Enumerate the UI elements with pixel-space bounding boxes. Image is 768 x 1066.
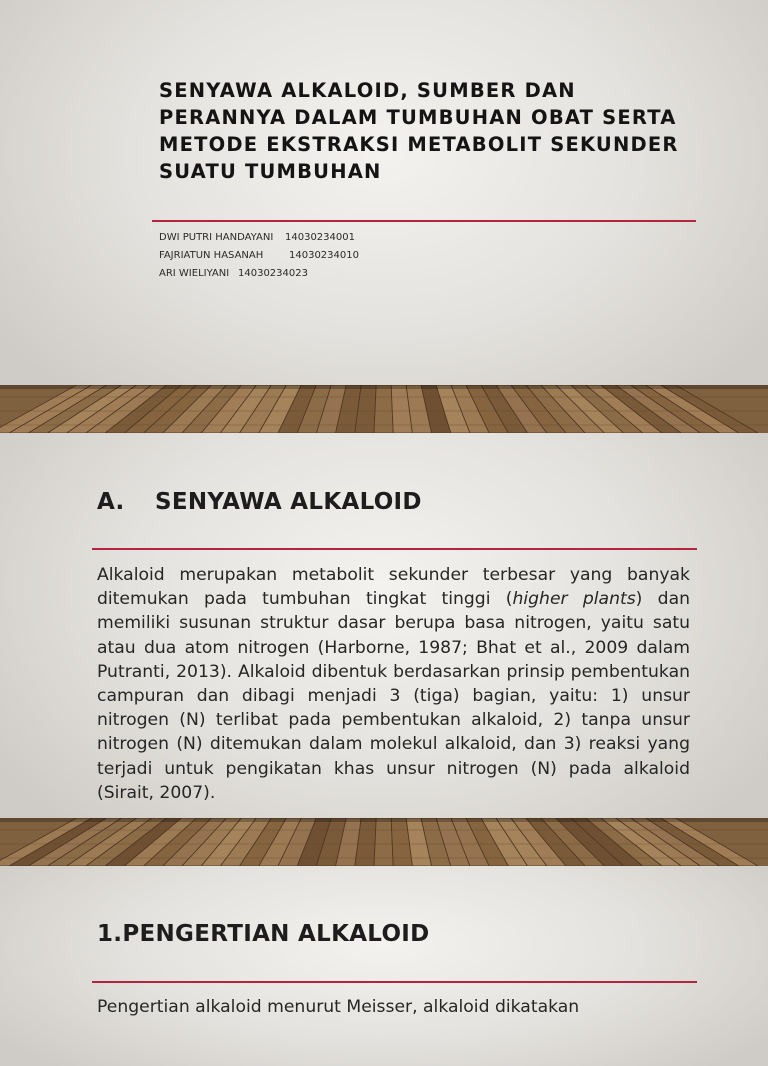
content-slide-definition [0, 866, 768, 1066]
section-heading: 1.PENGERTIAN ALKALOID [97, 921, 430, 947]
presentation-title: SENYAWA ALKALOID, SUMBER DAN PERANNYA DALAM TUMBUHAN OBAT SERTA METODE EKSTRAKSI METABOLIT SEKUNDER SUATU TUMBUHAN [159, 79, 679, 183]
author-name: FAJRIATUN HASANAH [159, 250, 264, 261]
body-paragraph: Pengertian alkaloid menurut Meisser, alkaloid dikatakan [97, 997, 580, 1017]
floor-plank [374, 818, 393, 866]
author-id: 14030234010 [289, 250, 359, 261]
author-row [159, 247, 359, 265]
floor-shadow [0, 818, 768, 822]
section-heading [97, 489, 422, 515]
heading-divider [92, 981, 697, 983]
heading-divider [92, 548, 697, 550]
wood-floor-graphic [0, 818, 768, 866]
body-paragraph [97, 563, 690, 805]
floor-shadow [0, 385, 768, 389]
section-number: A. [97, 489, 125, 515]
wood-floor-divider [0, 818, 768, 866]
content-slide-alkaloid [0, 433, 768, 818]
title-slide [0, 0, 768, 385]
title-divider [152, 220, 696, 222]
wood-floor-graphic [0, 385, 768, 433]
author-id: 14030234001 [285, 232, 355, 243]
author-row [159, 229, 359, 247]
author-name: ARI WIELIYANI [159, 268, 230, 279]
body-text-part: Alkaloid merupakan metabolit sekunder terbesar yang banyak ditemukan pada tumbuhan tingkat tinggi ( [97, 565, 690, 610]
body-text-part: ) dan memiliki susunan struktur dasar berupa basa nitrogen, yaitu satu atau dua atom nitrogen (Harborne, 1987; Bhat et al., 2009 dalam Putranti, 2013). Alkaloid dibentuk berdasarkan prinsip pembentukan campuran dan dibagi menjadi 3 (tiga) bagian, yaitu: 1) unsur nitrogen (N) terlibat pada pembentukan alkaloid, 2) tanpa unsur nitrogen (N) ditemukan dalam molekul alkaloid, dan 3) reaksi yang terjadi untuk pengikatan khas unsur nitrogen (N) pada alkaloid (Sirait, 2007). [97, 589, 690, 803]
section-title: SENYAWA ALKALOID [155, 489, 422, 515]
author-name: DWI PUTRI HANDAYANI [159, 232, 274, 243]
floor-plank [374, 385, 393, 433]
author-row [159, 265, 359, 283]
author-list [159, 229, 359, 283]
wood-floor-divider [0, 385, 768, 433]
author-id: 14030234023 [238, 268, 308, 279]
body-text-italic: higher plants [512, 589, 636, 610]
